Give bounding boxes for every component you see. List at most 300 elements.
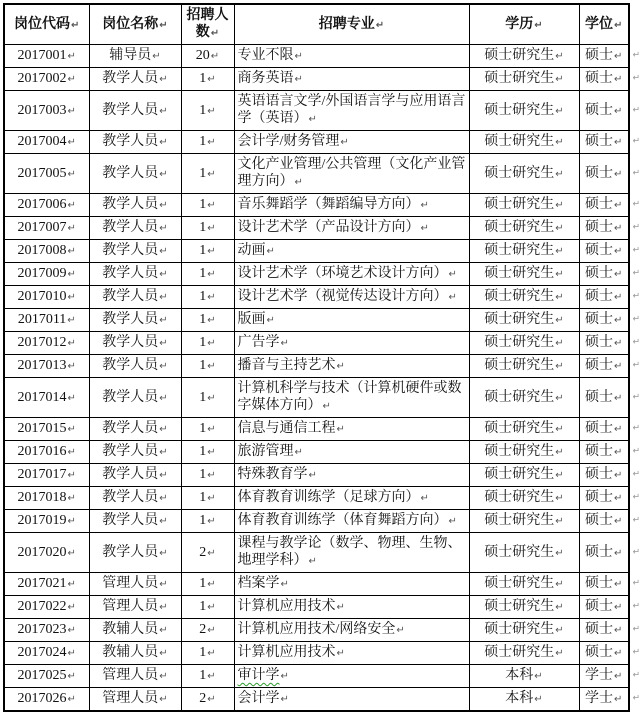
cell-degree (579, 441, 640, 464)
cell-degree (579, 286, 640, 309)
cell-edu (469, 217, 579, 240)
table-body (4, 45, 640, 712)
cell-text: 1 (199, 645, 207, 660)
cell-name (89, 91, 181, 131)
cell-text: 旅游管理 (237, 444, 294, 459)
paragraph-mark: ↵ (67, 648, 76, 659)
cell-edu (469, 263, 579, 286)
paragraph-mark: ↵ (207, 424, 216, 435)
cell-count (181, 154, 234, 194)
table-row (4, 665, 629, 688)
cell-edu (469, 154, 579, 194)
paragraph-mark: ↵ (614, 338, 623, 349)
end-of-row-mark: ↵ (632, 693, 640, 704)
cell-count (181, 378, 234, 418)
cell-text: 1 (199, 220, 207, 235)
cell-text: 1 (199, 358, 207, 373)
paragraph-mark: ↵ (294, 177, 303, 188)
cell-text: 硕士研究生 (484, 266, 555, 281)
table-row (4, 573, 629, 596)
paragraph-mark: ↵ (614, 74, 623, 85)
cell-text: 硕士研究生 (484, 389, 555, 405)
cell-code (4, 441, 89, 464)
paragraph-mark: ↵ (67, 269, 76, 280)
paragraph-mark: ↵ (159, 547, 168, 559)
paragraph-mark: ↵ (67, 625, 76, 636)
cell-edu (469, 533, 579, 573)
paragraph-mark: ↵ (67, 602, 76, 613)
cell-major (234, 240, 469, 263)
cell-count (181, 533, 234, 573)
cell-text: 硕士研究生 (484, 71, 555, 86)
cell-text: 2017007 (17, 220, 67, 235)
paragraph-mark: ↵ (159, 338, 168, 349)
cell-degree (579, 573, 640, 596)
cell-text: 硕士 (585, 243, 614, 258)
cell-major (234, 194, 469, 217)
cell-text: 教学人员 (102, 389, 159, 405)
cell-text: 硕士研究生 (484, 599, 555, 614)
paragraph-mark: ↵ (294, 74, 303, 85)
paragraph-mark: ↵ (614, 694, 623, 705)
cell-text: 2017016 (17, 444, 67, 459)
cell-text: 1 (199, 134, 207, 149)
cell-text: 2017021 (17, 576, 67, 591)
end-of-row-mark: ↵ (632, 515, 640, 526)
paragraph-mark: ↵ (159, 223, 168, 234)
cell-degree (579, 263, 640, 286)
paragraph-mark: ↵ (67, 105, 76, 117)
cell-name (89, 263, 181, 286)
cell-text: 硕士 (585, 266, 614, 281)
cell-text: 教学人员 (102, 358, 159, 373)
cell-code (4, 91, 89, 131)
table-row (4, 533, 629, 573)
cell-major (234, 378, 469, 418)
cell-text: 计算机科学与技术（计算机硬件或数字媒体方向） (237, 381, 462, 413)
cell-major (234, 665, 469, 688)
cell-text: 教辅人员 (102, 622, 159, 637)
end-of-row-mark: ↵ (632, 492, 640, 503)
cell-count (181, 194, 234, 217)
cell-code (4, 642, 89, 665)
table-row (4, 596, 629, 619)
paragraph-mark: ↵ (555, 361, 564, 372)
cell-text: 1 (199, 266, 207, 281)
table-row (4, 263, 629, 286)
cell-name (89, 688, 181, 712)
column-header-label: 岗位代码 (14, 16, 71, 32)
cell-text: 特殊教育学 (237, 467, 308, 482)
cell-count (181, 131, 234, 154)
paragraph-mark: ↵ (67, 493, 76, 504)
paragraph-mark: ↵ (71, 19, 80, 31)
paragraph-mark: ↵ (207, 269, 216, 280)
table-row (4, 487, 629, 510)
cell-major (234, 286, 469, 309)
cell-text: 广告学 (237, 335, 280, 350)
paragraph-mark: ↵ (555, 269, 564, 280)
cell-name (89, 665, 181, 688)
paragraph-mark: ↵ (207, 493, 216, 504)
column-header-label: 学位 (585, 16, 614, 32)
cell-count (181, 418, 234, 441)
paragraph-mark: ↵ (420, 493, 429, 504)
cell-text: 硕士研究生 (484, 243, 555, 258)
paragraph-mark: ↵ (67, 292, 76, 303)
cell-code (4, 418, 89, 441)
cell-degree (579, 418, 640, 441)
cell-text: 2017003 (17, 102, 67, 118)
end-of-row-mark: ↵ (632, 105, 640, 115)
cell-major (234, 91, 469, 131)
cell-text: 硕士研究生 (484, 490, 555, 505)
paragraph-mark: ↵ (159, 602, 168, 613)
cell-text: 硕士 (585, 622, 614, 637)
cell-name (89, 642, 181, 665)
cell-text: 教学人员 (102, 102, 159, 118)
paragraph-mark: ↵ (207, 338, 216, 349)
paragraph-mark: ↵ (555, 648, 564, 659)
cell-text: 英语语言文学/外国语言学与应用语言学（英语） (237, 94, 466, 126)
cell-text: 2017025 (17, 668, 67, 683)
cell-name (89, 355, 181, 378)
cell-edu (469, 418, 579, 441)
cell-text: 本科 (505, 691, 534, 706)
cell-text: 文化产业管理/公共管理（文化产业管理方向） (237, 157, 466, 189)
end-of-row-mark: ↵ (632, 446, 640, 457)
paragraph-mark: ↵ (159, 315, 168, 326)
cell-text: 1 (199, 467, 207, 482)
cell-name (89, 533, 181, 573)
cell-text: 计算机应用技术 (237, 599, 336, 614)
cell-degree (579, 154, 640, 194)
paragraph-mark: ↵ (340, 137, 349, 148)
cell-text: 管理人员 (102, 668, 159, 683)
cell-text: 硕士 (585, 490, 614, 505)
paragraph-mark: ↵ (308, 556, 317, 567)
paragraph-mark: ↵ (614, 424, 623, 435)
end-of-row-mark: ↵ (632, 168, 640, 178)
cell-text: 硕士研究生 (484, 444, 555, 459)
table-row (4, 378, 629, 418)
cell-degree (579, 194, 640, 217)
cell-code (4, 573, 89, 596)
cell-text: 会计学/财务管理 (237, 134, 340, 149)
cell-text: 教学人员 (102, 266, 159, 281)
paragraph-mark: ↵ (266, 315, 275, 326)
paragraph-mark: ↵ (207, 361, 216, 372)
cell-text: 硕士 (585, 444, 614, 459)
cell-text: 2017026 (17, 691, 67, 706)
cell-major (234, 68, 469, 91)
paragraph-mark: ↵ (67, 168, 76, 180)
paragraph-mark: ↵ (534, 694, 543, 705)
cell-text: 课程与教学论（数学、物理、生物、地理学科） (237, 536, 462, 568)
cell-major (234, 596, 469, 619)
cell-text: 1 (199, 243, 207, 258)
cell-name (89, 217, 181, 240)
cell-degree (579, 596, 640, 619)
cell-code (4, 332, 89, 355)
cell-count (181, 286, 234, 309)
cell-count (181, 688, 234, 712)
cell-text: 计算机应用技术 (237, 645, 336, 660)
cell-major (234, 45, 469, 68)
paragraph-mark: ↵ (555, 392, 564, 404)
cell-degree (579, 332, 640, 355)
cell-name (89, 464, 181, 487)
cell-text: 硕士 (585, 48, 614, 63)
paragraph-mark: ↵ (159, 694, 168, 705)
column-header-label: 学历 (505, 16, 534, 32)
cell-text: 教学人员 (102, 421, 159, 436)
cell-count (181, 487, 234, 510)
cell-count (181, 217, 234, 240)
cell-text: 硕士 (585, 134, 614, 149)
paragraph-mark: ↵ (159, 269, 168, 280)
cell-text: 硕士 (585, 220, 614, 235)
cell-code (4, 487, 89, 510)
paragraph-mark: ↵ (420, 200, 429, 211)
cell-text: 2017004 (17, 134, 67, 149)
cell-text: 硕士研究生 (484, 197, 555, 212)
paragraph-mark: ↵ (294, 51, 303, 62)
cell-edu (469, 240, 579, 263)
paragraph-mark: ↵ (207, 137, 216, 148)
paragraph-mark: ↵ (280, 338, 289, 349)
cell-text: 教学人员 (102, 335, 159, 350)
end-of-row-mark: ↵ (632, 578, 640, 589)
paragraph-mark: ↵ (280, 579, 289, 590)
table-row (4, 619, 629, 642)
cell-text: 本科 (505, 668, 534, 683)
paragraph-mark: ↵ (67, 338, 76, 349)
table-row (4, 688, 629, 712)
cell-text: 2 (199, 622, 207, 637)
cell-code (4, 665, 89, 688)
paragraph-mark: ↵ (614, 19, 623, 31)
cell-code (4, 263, 89, 286)
cell-text: 硕士研究生 (484, 358, 555, 373)
cell-text: 硕士研究生 (484, 289, 555, 304)
cell-text: 2017002 (17, 71, 67, 86)
paragraph-mark: ↵ (67, 547, 76, 559)
cell-text: 硕士研究生 (484, 467, 555, 482)
cell-major (234, 441, 469, 464)
cell-text: 音乐舞蹈学（舞蹈编导方向） (237, 197, 420, 212)
cell-text: 体育教育训练学（足球方向） (237, 490, 420, 505)
cell-major (234, 418, 469, 441)
cell-code (4, 355, 89, 378)
end-of-row-mark: ↵ (632, 360, 640, 371)
cell-name (89, 619, 181, 642)
paragraph-mark: ↵ (152, 51, 161, 62)
cell-text: 硕士研究生 (484, 134, 555, 149)
paragraph-mark: ↵ (207, 315, 216, 326)
cell-major (234, 154, 469, 194)
cell-text: 版画 (237, 312, 266, 327)
cell-text: 1 (199, 444, 207, 459)
paragraph-mark: ↵ (67, 424, 76, 435)
paragraph-mark: ↵ (159, 105, 168, 117)
cell-edu (469, 378, 579, 418)
table-row (4, 309, 629, 332)
cell-edu (469, 286, 579, 309)
cell-code (4, 688, 89, 712)
cell-count (181, 91, 234, 131)
cell-text: 设计艺术学（产品设计方向） (237, 220, 420, 235)
column-header-label: 岗位名称 (102, 16, 159, 32)
table-row (4, 154, 629, 194)
paragraph-mark: ↵ (207, 105, 216, 117)
cell-text: 硕士 (585, 467, 614, 482)
cell-text: 硕士 (585, 389, 614, 405)
paragraph-mark: ↵ (67, 361, 76, 372)
cell-text: 硕士 (585, 71, 614, 86)
cell-major (234, 464, 469, 487)
paragraph-mark: ↵ (159, 516, 168, 527)
paragraph-mark: ↵ (67, 392, 76, 404)
table-header (4, 4, 629, 45)
cell-text: 硕士研究生 (484, 312, 555, 327)
cell-degree (579, 378, 640, 418)
cell-code (4, 45, 89, 68)
cell-edu (469, 510, 579, 533)
cell-code (4, 68, 89, 91)
cell-count (181, 68, 234, 91)
cell-text: 1 (199, 312, 207, 327)
paragraph-mark: ↵ (614, 51, 623, 62)
column-header-code (4, 4, 89, 45)
paragraph-mark: ↵ (555, 579, 564, 590)
cell-text: 会计学 (237, 691, 280, 706)
cell-text: 教学人员 (102, 71, 159, 86)
paragraph-mark: ↵ (159, 579, 168, 590)
paragraph-mark: ↵ (67, 579, 76, 590)
paragraph-mark: ↵ (555, 516, 564, 527)
paragraph-mark: ↵ (555, 200, 564, 211)
paragraph-mark: ↵ (555, 602, 564, 613)
cell-text: 硕士 (585, 513, 614, 528)
cell-text: 2017010 (17, 289, 67, 304)
cell-count (181, 441, 234, 464)
paragraph-mark: ↵ (336, 648, 345, 659)
paragraph-mark: ↵ (207, 223, 216, 234)
paragraph-mark: ↵ (555, 223, 564, 234)
cell-name (89, 596, 181, 619)
cell-code (4, 464, 89, 487)
cell-text: 硕士 (585, 544, 614, 560)
cell-text: 教学人员 (102, 490, 159, 505)
cell-text: 硕士研究生 (484, 513, 555, 528)
paragraph-mark: ↵ (448, 292, 457, 303)
cell-text: 1 (199, 389, 207, 405)
paragraph-mark: ↵ (159, 246, 168, 257)
paragraph-mark: ↵ (294, 447, 303, 458)
cell-degree (579, 355, 640, 378)
table-row (4, 355, 629, 378)
paragraph-mark: ↵ (555, 137, 564, 148)
paragraph-mark: ↵ (614, 105, 623, 117)
cell-text: 管理人员 (102, 576, 159, 591)
paragraph-mark: ↵ (555, 246, 564, 257)
cell-code (4, 533, 89, 573)
paragraph-mark: ↵ (614, 223, 623, 234)
end-of-row-mark: ↵ (632, 50, 640, 61)
paragraph-mark: ↵ (67, 137, 76, 148)
cell-code (4, 131, 89, 154)
cell-text: 硕士研究生 (484, 576, 555, 591)
cell-text: 硕士研究生 (484, 645, 555, 660)
paragraph-mark: ↵ (534, 671, 543, 682)
cell-text: 2017024 (17, 645, 67, 660)
cell-text: 2017017 (17, 467, 67, 482)
paragraph-mark: ↵ (207, 168, 216, 180)
cell-code (4, 309, 89, 332)
paragraph-mark: ↵ (614, 315, 623, 326)
paragraph-mark: ↵ (207, 74, 216, 85)
paragraph-mark: ↵ (159, 470, 168, 481)
cell-code (4, 286, 89, 309)
cell-text: 档案学 (237, 576, 280, 591)
cell-text: 1 (199, 576, 207, 591)
paragraph-mark: ↵ (207, 648, 216, 659)
cell-edu (469, 642, 579, 665)
paragraph-mark: ↵ (210, 51, 220, 62)
table-row (4, 91, 629, 131)
paragraph-mark: ↵ (159, 392, 168, 404)
end-of-row-mark: ↵ (632, 337, 640, 348)
cell-degree (579, 91, 640, 131)
cell-count (181, 619, 234, 642)
cell-edu (469, 309, 579, 332)
cell-text: 教学人员 (102, 134, 159, 149)
paragraph-mark: ↵ (555, 493, 564, 504)
paragraph-mark: ↵ (614, 447, 623, 458)
cell-edu (469, 68, 579, 91)
cell-code (4, 194, 89, 217)
cell-text: 1 (199, 421, 207, 436)
paragraph-mark: ↵ (614, 625, 623, 636)
paragraph-mark: ↵ (207, 246, 216, 257)
table-row (4, 68, 629, 91)
end-of-row-mark: ↵ (632, 222, 640, 233)
cell-text: 2017014 (17, 389, 67, 405)
end-of-row-mark: ↵ (632, 547, 640, 557)
paragraph-mark: ↵ (159, 19, 168, 31)
cell-degree (579, 217, 640, 240)
cell-major (234, 642, 469, 665)
cell-degree (579, 68, 640, 91)
end-of-row-mark: ↵ (632, 314, 640, 325)
end-of-row-mark: ↵ (632, 73, 640, 84)
cell-edu (469, 596, 579, 619)
paragraph-mark: ↵ (159, 74, 168, 85)
cell-text: 硕士研究生 (484, 421, 555, 436)
paragraph-mark: ↵ (159, 625, 168, 636)
paragraph-mark: ↵ (159, 292, 168, 303)
cell-name (89, 487, 181, 510)
paragraph-mark: ↵ (67, 315, 76, 326)
column-header-major (234, 4, 469, 45)
end-of-row-mark: ↵ (632, 423, 640, 434)
column-header-count (181, 4, 234, 45)
paragraph-mark: ↵ (159, 424, 168, 435)
cell-degree (579, 510, 640, 533)
cell-text: 1 (199, 102, 207, 118)
table-row (4, 418, 629, 441)
